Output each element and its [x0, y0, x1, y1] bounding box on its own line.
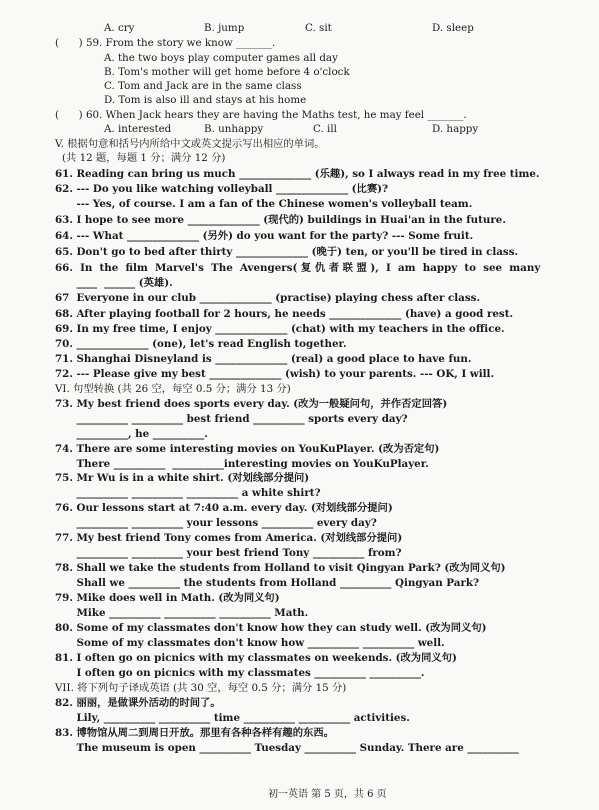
- section5-title: V. 根据句意和括号内所给中文或英文提示写出相应的单词。: [55, 138, 325, 150]
- item-73-line1: __________ __________ best friend __________ sports every day?: [55, 413, 408, 425]
- option-d: D. sleep: [432, 22, 474, 34]
- q60-option-c: C. ill: [313, 123, 337, 135]
- q60-option-b: B. unhappy: [204, 123, 264, 135]
- q60-option-d: D. happy: [432, 123, 479, 135]
- item-66: 66. In the film Marvel's The Avengers( 复 仇 者 联 盟 ), I am happy to see many: [55, 262, 541, 274]
- item-68: 68. After playing football for 2 hours, he needs ______________ (have) a good rest.: [55, 308, 514, 320]
- item-65: 65. Don't go to bed after thirty ______________ (晚于) ten, or you'll be tired in class.: [55, 246, 519, 258]
- item-61: 61. Reading can bring us much ______________ (乐趣), so I always read in my free time.: [55, 168, 540, 180]
- option-b: B. jump: [204, 22, 245, 34]
- q59-option: A. the two boys play computer games all day: [104, 52, 338, 64]
- option-a: A. cry: [104, 22, 135, 34]
- item-81: 81. I often go on picnics with my classmates on weekends. (改为同义句): [55, 652, 457, 664]
- item-62-answer: --- Yes, of course. I am a fan of the Chinese women's volleyball team.: [55, 198, 473, 210]
- item-76: 76. Our lessons start at 7:40 a.m. every day. (对划线部分提问): [55, 502, 393, 514]
- item-67: 67 Everyone in our club ______________ (practise) playing chess after class.: [55, 292, 481, 304]
- item-74: 74. There are some interesting movies on YouKuPlayer. (改为否定句): [55, 443, 440, 455]
- page-footer: 初一英语 第 5 页，共 6 页: [268, 789, 387, 800]
- item-64: 64. --- What ______________ (另外) do you want for the party? --- Some fruit.: [55, 230, 474, 242]
- item-81-line: I often go on picnics with my classmates __________ __________.: [55, 667, 425, 679]
- item-82: 82. 丽丽，是做课外活动的时间了。: [55, 697, 221, 709]
- item-71: 71. Shanghai Disneyland is ______________ (real) a good place to have fun.: [55, 353, 472, 365]
- item-79: 79. Mike does well in Math. (改为同义句): [55, 592, 280, 604]
- item-63: 63. I hope to see more ______________ (现代的) buildings in Huai'an in the future.: [55, 214, 506, 226]
- item-80: 80. Some of my classmates don't know how they can study well. (改为同义句): [55, 622, 487, 634]
- item-62: 62. --- Do you like watching volleyball ______________ (比赛)?: [55, 183, 389, 195]
- item-74-line: There __________ __________interesting movies on YouKuPlayer.: [55, 458, 429, 470]
- item-83: 83. 博物馆从周二到周日开放。那里有各种各样有趣的东西。: [55, 727, 334, 739]
- item-80-line: Some of my classmates don't know how __________ __________ well.: [55, 637, 445, 649]
- item-77-line: __________ __________ your best friend Tony __________ from?: [55, 547, 402, 559]
- item-78-line: Shall we __________ the students from Holland __________ Qingyan Park?: [55, 577, 480, 589]
- item-78: 78. Shall we take the students from Holland to visit Qingyan Park? (改为同义句): [55, 562, 506, 574]
- q59-option: B. Tom's mother will get home before 4 o'clock: [104, 66, 350, 78]
- item-79-line: Mike __________ __________ __________ Math.: [55, 607, 309, 619]
- item-66-cont: ____ ______ (英雄).: [55, 277, 173, 289]
- item-69: 69. In my free time, I enjoy ______________ (chat) with my teachers in the office.: [55, 323, 505, 335]
- item-83-line: The museum is open __________ Tuesday __________ Sunday. There are __________: [55, 742, 519, 754]
- q60-stem: ( ) 60. When Jack hears they are having the Maths test, he may feel _______.: [55, 109, 467, 121]
- q60-option-a: A. interested: [104, 123, 172, 135]
- option-c: C. sit: [305, 22, 332, 34]
- item-77: 77. My best friend Tony comes from America. (对划线部分提问): [55, 532, 403, 544]
- item-82-line: Lily, __________ __________ time __________ __________ activities.: [55, 712, 410, 724]
- q59-option: C. Tom and Jack are in the same class: [104, 80, 302, 92]
- item-73: 73. My best friend does sports every day. (改为一般疑问句，并作否定回答): [55, 398, 448, 410]
- item-75-line: __________ __________ __________ a white shirt?: [55, 487, 321, 499]
- section7-title: VII. 将下列句子译成英语 (共 30 空，每空 0.5 分；满分 15 分): [55, 682, 347, 694]
- q59-option: D. Tom is also ill and stays at his home: [104, 94, 307, 106]
- item-76-line: __________ __________ your lessons __________ every day?: [55, 517, 377, 529]
- item-75: 75. Mr Wu is in a white shirt. (对划线部分提问): [55, 472, 310, 484]
- q59-stem: ( ) 59. From the story we know _______.: [55, 37, 276, 49]
- section5-score: (共 12 题，每题 1 分；满分 12 分): [62, 152, 226, 164]
- section6-title: VI. 句型转换 (共 26 空，每空 0.5 分；满分 13 分): [55, 383, 291, 395]
- item-70: 70. ______________ (one), let's read English together.: [55, 338, 347, 350]
- item-73-line2: __________, he __________.: [55, 428, 208, 440]
- item-72: 72. --- Please give my best ______________ (wish) to your parents. --- OK, I will.: [55, 368, 495, 380]
